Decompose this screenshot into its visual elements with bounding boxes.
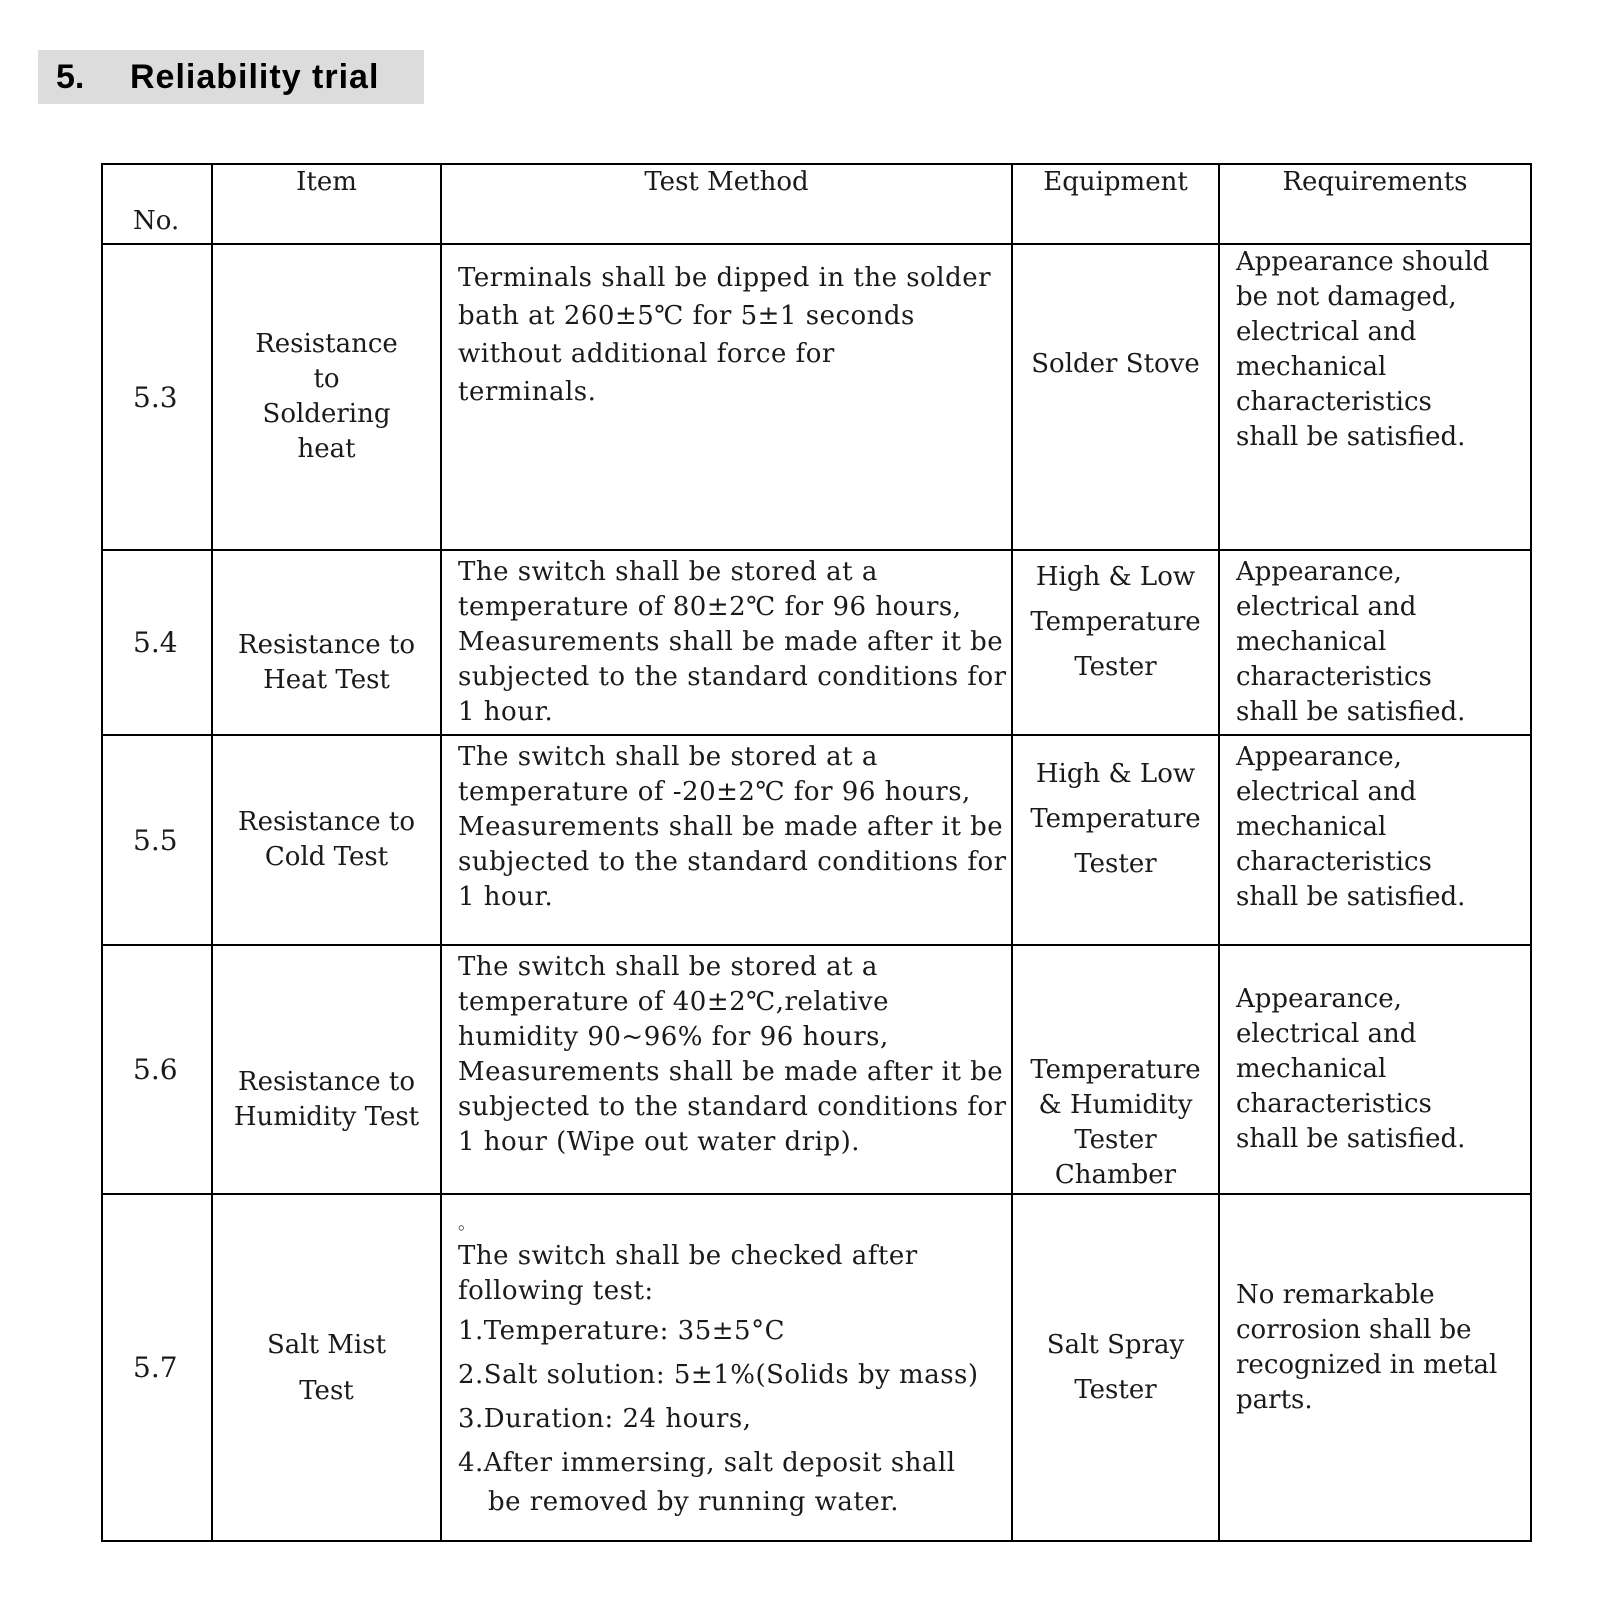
row-number: 5.4 (102, 550, 212, 735)
table-row (102, 735, 1531, 945)
equipment-cell: Solder Stove (1012, 244, 1219, 550)
item-cell: Salt Mist Test (212, 1194, 441, 1541)
test-method-cell: 。 The switch shall be checked after following test: 1.Temperature: 35±5°C 2.Salt solution: 5±1%(Solids by mass) 3.Duration: 24 hours, 4.After immersing, salt deposit shall be removed by running water. (441, 1194, 1012, 1541)
table-row (102, 550, 1531, 735)
table-row (102, 1194, 1531, 1541)
item-cell: Resistance to Heat Test (212, 550, 441, 735)
requirements-cell: Appearance, electrical and mechanical characteristics shall be satisfied. (1219, 550, 1531, 735)
equipment-cell: Temperature & Humidity Tester Chamber (1012, 945, 1219, 1194)
test-method-cell: The switch shall be stored at a temperature of 40±2℃,relative humidity 90~96% for 96 hours, Measurements shall be made after it be subjected to the standard conditions for 1 hour (Wipe out water drip). (441, 945, 1012, 1194)
header-no: No. (102, 164, 212, 244)
section-number: 5. (56, 57, 85, 96)
row-number: 5.5 (102, 735, 212, 945)
equipment-cell: Salt Spray Tester (1012, 1194, 1219, 1541)
row-number: 5.3 (102, 244, 212, 550)
header-test-method: Test Method (441, 164, 1012, 244)
section-title: Reliability trial (130, 57, 380, 96)
item-cell: Resistance to Soldering heat (212, 244, 441, 550)
test-method-cell: The switch shall be stored at a temperature of 80±2℃ for 96 hours, Measurements shall be made after it be subjected to the standard conditions for 1 hour. (441, 550, 1012, 735)
requirements-cell: Appearance should be not damaged, electrical and mechanical characteristics shall be satisfied. (1219, 244, 1531, 550)
requirements-cell: Appearance, electrical and mechanical characteristics shall be satisfied. (1219, 735, 1531, 945)
table-row (102, 945, 1531, 1194)
item-cell: Resistance to Humidity Test (212, 945, 441, 1194)
header-item: Item (212, 164, 441, 244)
row-number: 5.7 (102, 1194, 212, 1541)
requirements-cell: No remarkable corrosion shall be recognized in metal parts. (1219, 1194, 1531, 1541)
item-cell: Resistance to Cold Test (212, 735, 441, 945)
header-equipment: Equipment (1012, 164, 1219, 244)
equipment-cell: High & Low Temperature Tester (1012, 550, 1219, 735)
requirements-cell: Appearance, electrical and mechanical characteristics shall be satisfied. (1219, 945, 1531, 1194)
table-row (102, 244, 1531, 550)
row-number: 5.6 (102, 945, 212, 1194)
section-heading (38, 50, 424, 104)
test-method-cell: The switch shall be stored at a temperature of -20±2℃ for 96 hours, Measurements shall be made after it be subjected to the standard conditions for 1 hour. (441, 735, 1012, 945)
test-method-cell: Terminals shall be dipped in the solder bath at 260±5℃ for 5±1 seconds without additional force for terminals. (441, 244, 1012, 550)
method-mark: 。 (458, 1213, 476, 1234)
header-requirements: Requirements (1219, 164, 1531, 244)
reliability-table (101, 163, 1532, 1542)
equipment-cell: High & Low Temperature Tester (1012, 735, 1219, 945)
table-header-row (102, 164, 1531, 244)
